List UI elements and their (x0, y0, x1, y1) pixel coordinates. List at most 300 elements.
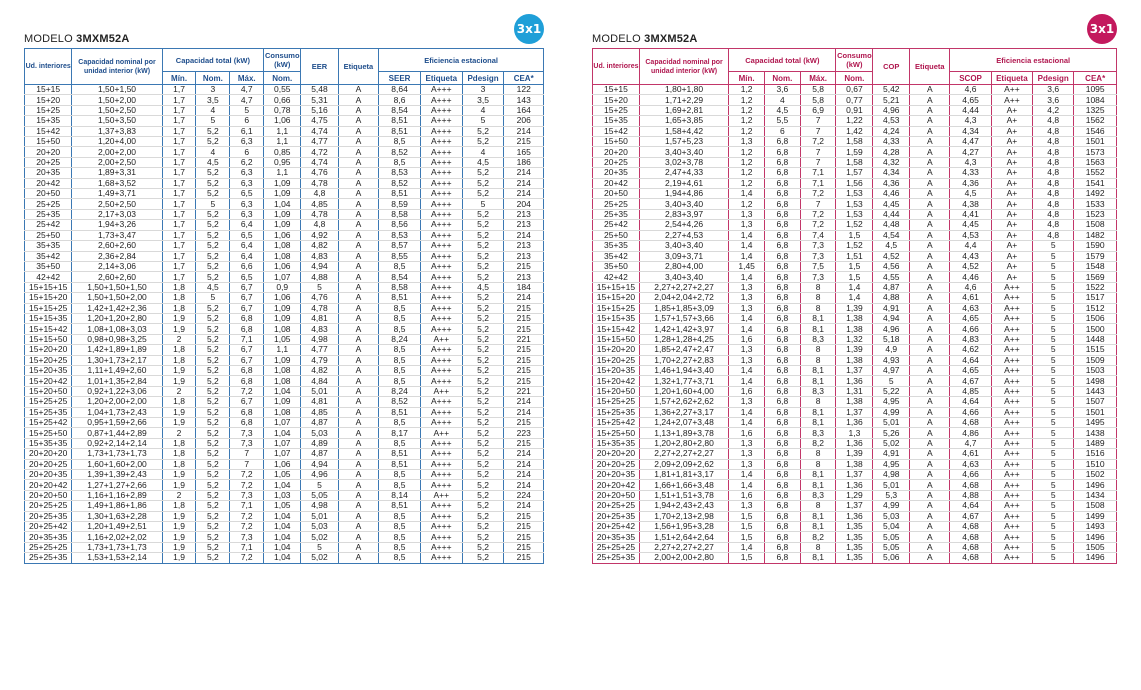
table-cell: 8,5 (379, 137, 421, 147)
table-row (593, 230, 1117, 240)
model-title (24, 33, 130, 45)
table-cell: 35+42 (593, 251, 640, 261)
table-cell: 1,6 (729, 334, 765, 344)
table-cell: 25+50 (25, 230, 72, 240)
table-cell: 1,9 (162, 480, 196, 490)
table-cell: 214 (504, 501, 544, 511)
table-cell: 1523 (1074, 209, 1117, 219)
table-cell: 15+15+42 (593, 324, 640, 334)
header-capacidad-total: Capacidad total (kW) (729, 49, 836, 72)
table-cell: 165 (504, 147, 544, 157)
cooling-table-body (25, 85, 544, 564)
table-cell: 5,2 (196, 376, 230, 386)
table-cell: 1,4 (729, 470, 765, 480)
table-cell: 4,33 (873, 137, 910, 147)
header-min: Mín. (729, 72, 765, 85)
table-row (25, 511, 544, 521)
table-row (593, 220, 1117, 230)
table-cell: 5 (462, 199, 504, 209)
table-cell: 15+25 (593, 105, 640, 115)
table-cell: 215 (504, 542, 544, 552)
table-cell: 4,44 (873, 209, 910, 219)
table-cell: 5,02 (301, 532, 338, 542)
table-cell: A+++ (420, 282, 462, 292)
table-cell: 5,3 (873, 490, 910, 500)
table-cell: 1,59 (836, 147, 873, 157)
table-cell: 4,36 (950, 178, 991, 188)
table-cell: 2,14+3,06 (72, 261, 162, 271)
table-cell: 8,24 (379, 386, 421, 396)
table-cell: 4,77 (301, 137, 338, 147)
header-max: Máx. (230, 72, 264, 85)
table-cell: 8,1 (800, 365, 836, 375)
header-eer: EER (301, 49, 338, 85)
table-cell: 1,4 (729, 418, 765, 428)
table-cell: A (910, 272, 950, 282)
table-cell: A++ (991, 407, 1032, 417)
table-cell: 1,49+1,86+1,86 (72, 501, 162, 511)
table-cell: 4,85 (301, 407, 338, 417)
table-cell: 1,2 (729, 157, 765, 167)
table-cell: 6,6 (230, 261, 264, 271)
table-cell: 5,2 (462, 168, 504, 178)
table-cell: 4,4 (950, 241, 991, 251)
table-cell: 1,7 (162, 157, 196, 167)
table-row (25, 189, 544, 199)
table-cell: 5,2 (462, 313, 504, 323)
table-cell: 7,2 (230, 480, 264, 490)
table-row (25, 532, 544, 542)
table-cell: 7,3 (230, 428, 264, 438)
table-cell: 1443 (1074, 386, 1117, 396)
table-cell: 6,8 (765, 251, 801, 261)
table-cell: 1,29 (836, 490, 873, 500)
table-cell: 4,84 (301, 376, 338, 386)
table-cell: 1,4 (836, 282, 873, 292)
table-cell: 215 (504, 345, 544, 355)
table-cell: A (910, 189, 950, 199)
table-cell: 20+35 (25, 168, 72, 178)
table-cell: 223 (504, 428, 544, 438)
table-cell: A (338, 209, 379, 219)
table-row (593, 459, 1117, 469)
table-cell: 1533 (1074, 199, 1117, 209)
table-cell: 7,1 (800, 168, 836, 178)
table-cell: 1,04 (264, 522, 301, 532)
table-cell: 5,2 (196, 220, 230, 230)
table-cell: A+++ (420, 470, 462, 480)
table-cell: 5,2 (462, 553, 504, 563)
table-cell: A+++ (420, 313, 462, 323)
table-cell: 20+20+20 (593, 449, 640, 459)
table-cell: 1,04+1,73+2,43 (72, 407, 162, 417)
table-cell: 8,1 (800, 522, 836, 532)
table-cell: A+++ (420, 532, 462, 542)
table-cell: 2,83+3,97 (639, 209, 728, 219)
table-cell: A (910, 449, 950, 459)
table-cell: 2,36+2,84 (72, 251, 162, 261)
table-cell: 4,64 (950, 355, 991, 365)
table-row (25, 105, 544, 115)
table-cell: 214 (504, 230, 544, 240)
table-cell: 4,88 (873, 293, 910, 303)
table-cell: 5 (1033, 449, 1074, 459)
table-cell: 1,38 (836, 355, 873, 365)
table-cell: 5,2 (196, 272, 230, 282)
table-cell: A (910, 105, 950, 115)
table-cell: 4,3 (950, 116, 991, 126)
table-cell: 20+20+35 (25, 470, 72, 480)
table-row (25, 241, 544, 251)
table-cell: 15+15+50 (25, 334, 72, 344)
table-row (593, 95, 1117, 105)
table-cell: 5 (1033, 532, 1074, 542)
table-row (25, 126, 544, 136)
table-cell: 4,66 (950, 470, 991, 480)
table-cell: A (910, 532, 950, 542)
table-cell: 6,8 (765, 147, 801, 157)
table-cell: 6,8 (765, 418, 801, 428)
table-cell: 6,8 (765, 480, 801, 490)
table-cell: A (910, 220, 950, 230)
table-cell: 1,16+1,16+2,89 (72, 490, 162, 500)
table-cell: 15+35+35 (593, 438, 640, 448)
table-cell: 5,2 (462, 251, 504, 261)
table-cell: 5 (1033, 438, 1074, 448)
table-cell: 213 (504, 272, 544, 282)
table-row (25, 324, 544, 334)
table-cell: A (910, 313, 950, 323)
table-cell: 1,04 (264, 553, 301, 563)
table-cell: 1,28+1,28+4,25 (639, 334, 728, 344)
table-cell: 7,1 (230, 501, 264, 511)
table-cell: 5,2 (462, 438, 504, 448)
table-row (25, 147, 544, 157)
table-cell: 1,4 (729, 251, 765, 261)
table-cell: 1,58 (836, 157, 873, 167)
table-cell: 4,53 (873, 116, 910, 126)
table-cell: 4,99 (873, 407, 910, 417)
table-cell: 4,83 (301, 324, 338, 334)
table-cell: 7 (230, 459, 264, 469)
table-cell: 1,6 (729, 386, 765, 396)
table-cell: A+++ (420, 324, 462, 334)
table-cell: 214 (504, 178, 544, 188)
header-consumo-nom: Nom. (264, 72, 301, 85)
table-cell: 1,04 (264, 532, 301, 542)
table-cell: 1499 (1074, 511, 1117, 521)
table-cell: 4,63 (950, 303, 991, 313)
table-cell: 8,51 (379, 189, 421, 199)
table-cell: 2,00+2,50 (72, 157, 162, 167)
table-cell: 0,66 (264, 95, 301, 105)
table-cell: 214 (504, 126, 544, 136)
table-cell: 8,5 (379, 480, 421, 490)
table-cell: 4,33 (950, 168, 991, 178)
table-row (25, 85, 544, 95)
table-cell: 2,80+4,00 (639, 261, 728, 271)
table-cell: 5,2 (196, 449, 230, 459)
table-cell: 20+50 (25, 189, 72, 199)
table-cell: 215 (504, 438, 544, 448)
table-cell: 1,1 (264, 126, 301, 136)
table-cell: 1509 (1074, 355, 1117, 365)
table-cell: 6,7 (230, 282, 264, 292)
table-cell: 4,87 (301, 418, 338, 428)
table-cell: 1515 (1074, 345, 1117, 355)
table-cell: A+++ (420, 459, 462, 469)
table-cell: A (910, 501, 950, 511)
table-cell: A (910, 168, 950, 178)
table-cell: 4,96 (301, 470, 338, 480)
table-cell: A (910, 209, 950, 219)
table-cell: 20+25 (25, 157, 72, 167)
table-cell: 4,87 (873, 282, 910, 292)
table-cell: 1,57+1,57+3,66 (639, 313, 728, 323)
table-cell: 15+25+25 (593, 397, 640, 407)
table-cell: A (338, 470, 379, 480)
table-cell: 6,5 (230, 272, 264, 282)
table-cell: 5,2 (196, 251, 230, 261)
table-cell: 4,52 (950, 261, 991, 271)
table-cell: 5,2 (462, 480, 504, 490)
table-cell: A (338, 95, 379, 105)
table-cell: 2,54+4,26 (639, 220, 728, 230)
table-cell: 8,51 (379, 501, 421, 511)
table-cell: 0,87+1,44+2,89 (72, 428, 162, 438)
table-cell: 5,2 (196, 137, 230, 147)
table-cell: 1,51+1,51+3,78 (639, 490, 728, 500)
table-cell: 4,99 (873, 501, 910, 511)
table-cell: 5 (301, 282, 338, 292)
table-row (25, 501, 544, 511)
table-cell: 5 (196, 199, 230, 209)
table-cell: 1,9 (162, 376, 196, 386)
table-cell: A (338, 282, 379, 292)
table-cell: 4,97 (873, 365, 910, 375)
table-cell: 4,87 (301, 449, 338, 459)
header-min: Mín. (162, 72, 196, 85)
table-cell: 25+42 (25, 220, 72, 230)
table-cell: A+++ (420, 418, 462, 428)
table-cell: A (910, 428, 950, 438)
table-cell: 8,1 (800, 553, 836, 563)
table-cell: 15+25 (25, 105, 72, 115)
table-cell: 4,66 (950, 407, 991, 417)
table-cell: 1,42 (836, 126, 873, 136)
table-cell: A+ (991, 209, 1032, 219)
table-cell: 1,13+1,89+3,78 (639, 428, 728, 438)
table-cell: 5,2 (196, 241, 230, 251)
table-cell: 5,21 (873, 95, 910, 105)
table-cell: 7,1 (230, 334, 264, 344)
table-cell: 1,3 (729, 459, 765, 469)
table-cell: 215 (504, 376, 544, 386)
table-cell: 1,53 (836, 209, 873, 219)
table-cell: 1,3 (729, 293, 765, 303)
table-cell: 8,5 (379, 313, 421, 323)
table-cell: A++ (991, 345, 1032, 355)
table-cell: 4,74 (301, 157, 338, 167)
table-cell: 5,2 (462, 511, 504, 521)
table-cell: 5 (1033, 303, 1074, 313)
table-cell: 4,83 (301, 251, 338, 261)
table-cell: 6,9 (800, 105, 836, 115)
table-cell: 1,2 (729, 85, 765, 95)
table-cell: 15+50 (25, 137, 72, 147)
table-cell: 25+25+25 (25, 542, 72, 552)
table-cell: 4,67 (950, 376, 991, 386)
table-cell: 5 (1033, 418, 1074, 428)
table-cell: 4,5 (873, 241, 910, 251)
header-consumo: Consumo (kW) (836, 49, 873, 72)
table-cell: 4,67 (950, 511, 991, 521)
table-cell: 1,70+2,13+2,98 (639, 511, 728, 521)
table-cell: 4,3 (950, 157, 991, 167)
table-cell: 1,9 (162, 553, 196, 563)
table-cell: 221 (504, 386, 544, 396)
table-cell: 20+25+42 (593, 522, 640, 532)
table-cell: A++ (991, 522, 1032, 532)
table-cell: 6,8 (765, 345, 801, 355)
table-cell: 6,3 (230, 137, 264, 147)
table-cell: 3,09+3,71 (639, 251, 728, 261)
table-cell: 8,3 (800, 386, 836, 396)
table-row (25, 490, 544, 500)
table-cell: 1,50+1,50+2,00 (72, 293, 162, 303)
table-cell: 1506 (1074, 313, 1117, 323)
table-cell: 2 (162, 490, 196, 500)
table-cell: 1496 (1074, 480, 1117, 490)
table-cell: 1,38 (836, 313, 873, 323)
table-row (593, 272, 1117, 282)
table-cell: 5,01 (301, 511, 338, 521)
table-row (25, 470, 544, 480)
table-cell: 2 (162, 334, 196, 344)
table-cell: 20+20+50 (25, 490, 72, 500)
table-row (25, 282, 544, 292)
table-cell: 1,04 (264, 428, 301, 438)
table-cell: 4,72 (301, 147, 338, 157)
table-row (25, 459, 544, 469)
table-cell: 8,53 (379, 230, 421, 240)
table-cell: 8,1 (800, 470, 836, 480)
table-cell: A++ (991, 470, 1032, 480)
table-cell: 8 (800, 303, 836, 313)
table-cell: A (338, 532, 379, 542)
table-cell: A (910, 293, 950, 303)
table-cell: 5,2 (462, 220, 504, 230)
table-cell: 215 (504, 511, 544, 521)
table-cell: 35+35 (593, 241, 640, 251)
table-cell: 5 (1033, 376, 1074, 386)
table-cell: A (910, 230, 950, 240)
table-cell: 1,7 (162, 272, 196, 282)
table-row (25, 178, 544, 188)
table-cell: 15+15+15 (593, 282, 640, 292)
table-row (25, 438, 544, 448)
table-cell: 1,7 (162, 261, 196, 271)
table-cell: 5,02 (873, 438, 910, 448)
table-cell: 1,07 (264, 418, 301, 428)
table-cell: 5 (1033, 241, 1074, 251)
table-cell: 15+20+50 (593, 386, 640, 396)
table-cell: 20+25+25 (593, 501, 640, 511)
table-cell: 1,9 (162, 324, 196, 334)
table-cell: 2,27+2,27+2,27 (639, 282, 728, 292)
table-cell: 8,1 (800, 313, 836, 323)
table-cell: 1,06 (264, 261, 301, 271)
table-cell: 1,38 (836, 459, 873, 469)
table-cell: 4,8 (1033, 137, 1074, 147)
table-cell: 4,6 (950, 85, 991, 95)
table-cell: 3 (462, 85, 504, 95)
table-cell: 215 (504, 418, 544, 428)
table-row (593, 189, 1117, 199)
table-cell: 0,92+1,22+3,06 (72, 386, 162, 396)
table-cell: 5,2 (196, 209, 230, 219)
table-cell: 1,22 (836, 116, 873, 126)
table-cell: 1,2 (729, 116, 765, 126)
table-cell: 5 (1033, 345, 1074, 355)
table-cell: 6,3 (230, 199, 264, 209)
table-cell: 4,85 (950, 386, 991, 396)
table-cell: 1,94+4,86 (639, 189, 728, 199)
header-cea: CEA* (1074, 72, 1117, 85)
table-cell: 0,9 (264, 282, 301, 292)
table-cell: 1548 (1074, 261, 1117, 271)
table-cell: A++ (991, 511, 1032, 521)
table-cell: 1,58 (836, 137, 873, 147)
table-cell: A++ (420, 334, 462, 344)
table-cell: 8 (800, 449, 836, 459)
table-cell: 215 (504, 261, 544, 271)
table-row (25, 418, 544, 428)
table-cell: 8,1 (800, 418, 836, 428)
table-cell: 6,8 (765, 157, 801, 167)
table-cell: 4,94 (301, 459, 338, 469)
table-cell: 1,30+1,73+2,17 (72, 355, 162, 365)
table-cell: 5,2 (196, 407, 230, 417)
table-cell: 1,5 (729, 532, 765, 542)
header-ud: Ud. interiores (593, 49, 640, 85)
table-cell: 4,8 (1033, 230, 1074, 240)
table-cell: 20+35+35 (593, 532, 640, 542)
table-cell: 1,7 (162, 209, 196, 219)
table-cell: 8,3 (800, 490, 836, 500)
table-cell: A++ (991, 490, 1032, 500)
table-cell: 15+25+35 (593, 407, 640, 417)
table-cell: 4,6 (950, 282, 991, 292)
table-cell: 1,7 (162, 189, 196, 199)
table-cell: 1,20+1,60+4,00 (639, 386, 728, 396)
table-row (593, 241, 1117, 251)
table-cell: 7,2 (230, 522, 264, 532)
table-cell: 15+20+35 (593, 365, 640, 375)
table-cell: 1562 (1074, 116, 1117, 126)
table-cell: 1,35 (836, 542, 873, 552)
table-cell: 2 (162, 428, 196, 438)
table-cell: 5,03 (301, 522, 338, 532)
table-cell: A++ (991, 376, 1032, 386)
table-cell: 5,2 (462, 470, 504, 480)
table-cell: 5 (1033, 480, 1074, 490)
table-cell: 1,09 (264, 220, 301, 230)
table-cell: 3,40+3,40 (639, 199, 728, 209)
table-cell: 4,5 (950, 189, 991, 199)
table-cell: 4,5 (196, 157, 230, 167)
table-cell: 5,2 (462, 501, 504, 511)
